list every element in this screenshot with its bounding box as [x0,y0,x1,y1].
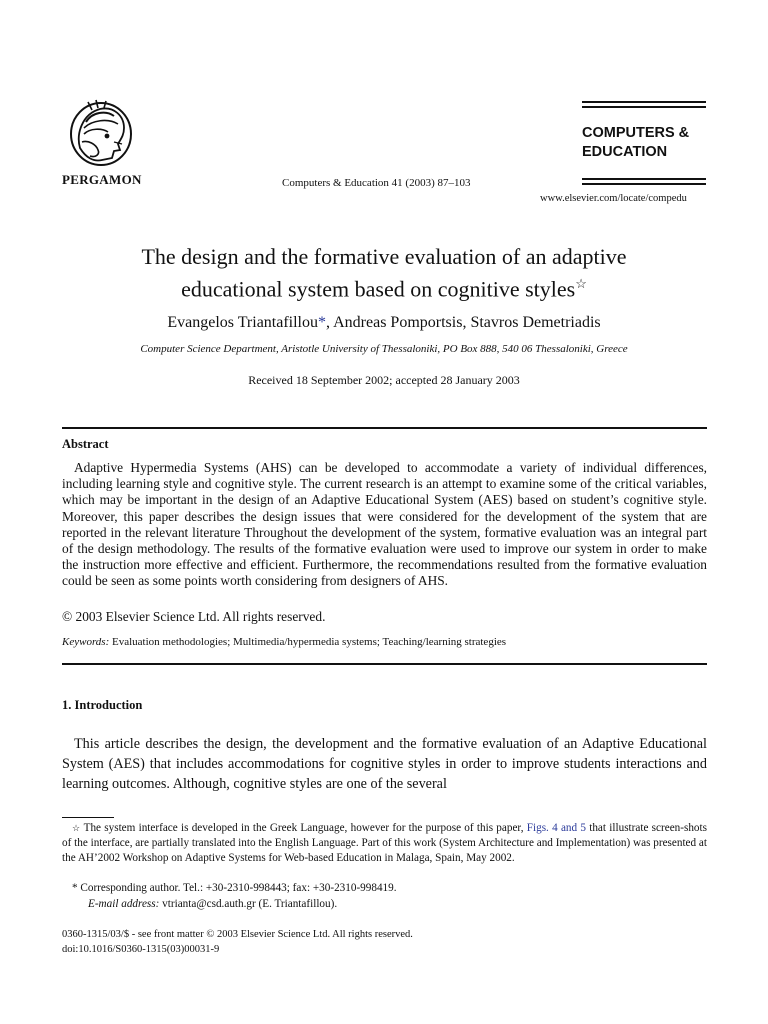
keywords [62,636,707,648]
article-title-line2 [40,270,728,302]
doi-line[interactable]: doi:10.1016/S0360-1315(03)00031-9 [62,944,220,955]
keywords-list: Evaluation methodologies; Multimedia/hypermedia systems; Teaching/learning strategies [109,636,507,648]
footnote-email [62,897,707,912]
received-dates: Received 18 September 2002; accepted 28 January 2003 [248,373,520,387]
footnote-corresponding-author: * Corresponding author. Tel.: +30-2310-998443; fax: +30-2310-998419. [72,882,397,894]
section-heading-introduction: 1. Introduction [62,698,143,712]
footnote-rule [62,817,114,818]
introduction-text: This article describes the design, the development and the formative evaluation of an Adaptive Educational System (AES) that includes accommodations for cognitive styles in order to improve students interactions and learning outcomes. Although, cognitive styles are one of the several [62,736,707,792]
affiliation: Computer Science Department, Aristotle University of Thessaloniki, PO Box 888, 540 06 Thessaloniki, Greece [140,343,628,355]
footnote-title-text-pre: The system interface is developed in the Greek Language, however for the purpose of this paper, [80,822,527,834]
footnote-star-mark: ☆ [72,823,81,833]
abstract-copyright: © 2003 Elsevier Science Ltd. All rights reserved. [62,609,326,624]
journal-url[interactable]: www.elsevier.com/locate/compedu [540,193,687,204]
article-title [40,243,728,302]
abstract-heading: Abstract [62,437,109,451]
abstract-text: Adaptive Hypermedia Systems (AHS) can be developed to accommodate a variety of individual differences, including learning style and cognitive style. The current research is an attempt to examine some of the critical variables, which may be important in the design of an Adaptive Educational System (AES) based on student’s cognitive style. Moreover, this paper describes the design issues that were considered for the development of the system that are reported in the relevant literature Throughout the development of the system, formative evaluation was an integral part of the design methodology. The results of the formative evaluation were used to improve our system in order to make the instruction more effective and efficient. Furthermore, the recommendations resulted from the formative evaluation could be seen as some points worth considering from designers of AHS. [62,460,707,589]
journal-citation: Computers & Education 41 (2003) 87–103 [282,177,471,189]
journal-rule-bottom [582,178,706,180]
corresponding-author-mark[interactable]: * [318,314,326,331]
other-authors: , Andreas Pomportsis, Stavros Demetriadis [326,314,601,331]
footnote-title [62,821,707,867]
journal-title-line1: COMPUTERS & [582,125,690,141]
publisher-logo [62,98,140,168]
keywords-label: Keywords: [62,636,110,648]
figures-link[interactable]: Figs. 4 and 5 [526,822,586,834]
article-title-line2-text: educational system based on cognitive styles [181,276,576,302]
journal-rule-top-2 [582,106,706,108]
article-title-line1: The design and the formative evaluation of an adaptive [141,244,627,269]
email-label: E-mail address: [88,898,160,910]
footnote-title-text-post: that illustrate screen-shots of the interface, are partially translated into the English Language. Part of this work (System Architecture and Implementation) was presented at the AH’2002 Workshop on Adaptive Systems for Web-based Education in Malaga, Spain, May 2002. [62,822,707,865]
abstract-top-rule [62,427,707,429]
author-1: Evangelos Triantafillou [167,314,318,331]
publisher-name: PERGAMON [62,172,142,187]
abstract-bottom-rule [62,663,707,665]
title-star-mark[interactable]: ☆ [575,276,587,291]
journal-title-line2: EDUCATION [582,144,668,160]
journal-rule-bottom-2 [582,183,706,185]
journal-rule-top [582,101,706,103]
email-value[interactable]: vtrianta@csd.auth.gr (E. Triantafillou). [159,898,338,910]
front-matter-line: 0360-1315/03/$ - see front matter © 2003 Elsevier Science Ltd. All rights reserved. [62,929,413,940]
author-list [40,314,728,332]
